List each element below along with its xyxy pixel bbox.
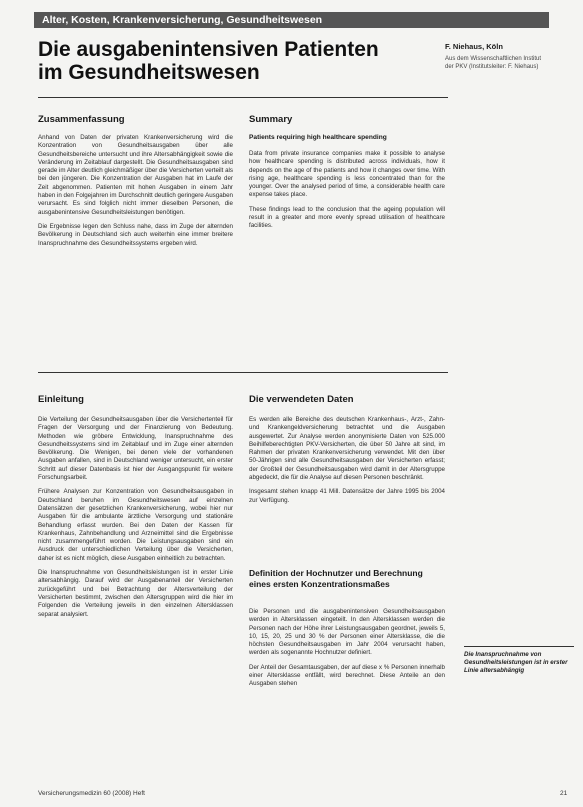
sidenote: Die Inanspruchnahme von Gesundheitsleistungen ist in erster Linie altersabhängig [464,651,568,674]
zusammenfassung-body [38,134,233,254]
footer-journal: Versicherungsmedizin 60 (2008) Heft [38,790,145,797]
daten-heading: Die verwendeten Daten [249,394,354,405]
daten-p1: Es werden alle Bereiche des deutschen Krankenhaus-, Arzt-, Zahn- und Krankengeldversicherung betrachtet und die Ausgaben ausgewertet. Zur Analyse werden anonymisierte Daten von 525.000 Beihilfeberechtigten PKV-Versicherten, die über 50 Jahre alt sind, im Rahmen der privaten Krankenversicherung verwendet. Mit den über 50-Jährigen sind alle Gesundheitsausgaben der Versicherten erfasst; der Großteil der Gesundheitsausgaben wird damit in der Altersgruppe abgedeckt, die für die Analyse auf diesen Personen beschränkt. [249,416,445,482]
author: F. Niehaus, Köln [445,42,503,51]
page-number: 21 [560,790,568,797]
daten-p2: Insgesamt stehen knapp 41 Mill. Datensätze der Jahre 1995 bis 2004 zur Verfügung. [249,488,445,504]
einleitung-heading: Einleitung [38,394,84,405]
definition-heading: Definition der Hochnutzer und Berechnung eines ersten Konzentrationsmaßes [249,568,423,589]
title-line-1: Die ausgabenintensiven Patienten [38,38,379,61]
divider-top [38,97,448,98]
zusammenfassung-p1: Anhand von Daten der privaten Krankenversicherung wird die Konzentration von Gesundheitsausgaben über alle Gesundheitsbereiche untersucht und ihre Altersabhängigkeit sowie die Veränderung im Zeitablauf dargestellt. Die Gesundheitsausgaben sind gerade im Alter deutlich gleichmäßiger über die Versicherten verteilt als bei den jüngeren. Die Konzentration der Ausgaben hat im Laufe der Zeit abgenommen. Patienten mit hohen Ausgaben in einem Jahr haben in den Folgejahren im Durchschnitt deutlich geringere Ausgaben verursacht. Es sind folglich nicht immer dieselben Personen, die ausgabenintensive Gesundheitsleistungen benötigen. [38,134,234,216]
einleitung-p3: Die Inanspruchnahme von Gesundheitsleistungen ist in erster Linie altersabhängig. Darauf wird der Ausgabenanteil der Versicherten zurückgeführt und bei Betrachtung der Altersverteilung der Versicherten bestimmt, zwischen den Altersgruppen wird die hier im Folgenden die Verteilung jeweils in den einzelnen Altersklassen separat analysiert. [38,569,233,618]
header-bar: Alter, Kosten, Krankenversicherung, Gesundheitswesen [34,12,549,28]
page-title [38,38,418,84]
summary-subheading: Patients requiring high healthcare spending [249,134,387,141]
divider-middle [38,372,448,373]
zusammenfassung-heading: Zusammenfassung [38,114,125,125]
definition-p1: Die Personen und die ausgabenintensiven Gesundheitsausgaben werden in Altersklassen eingeteilt. In den Altersklassen werden die Personen nach der Höhe ihrer Leistungsausgaben geordnet, jeweils 5, 10, 15, 20, 25 und 30 % der Personen einer Altersklasse, die die höchsten Gesundheitsausgaben im Jahr 2004 verursacht haben, werden als sogenannte Hochnutzer definiert. [249,608,445,657]
einleitung-p1: Die Verteilung der Gesundheitsausgaben über die Versichertenteil für Fragen der Versorgung und der Finanzierung von Bedeutung. Methoden wie gröbere Entwicklung, Inanspruchnahme des Gesundheitssystems sind im Zeitablauf und im Zuge einer alternden Bevölkerung. Die Wenigen, bei denen viele der vorhandenen Ausgaben anfallen, sind in Deutschland weniger untersucht, ein erster Schritt auf dieser Datenbasis ist hier der Ausgangspunkt für weitere Forschungsarbeit. [38,416,233,482]
zusammenfassung-p2: Die Ergebnisse legen den Schluss nahe, dass im Zuge der alternden Bevölkerung in Deutschland sich auch weiterhin eine immer breitere Inanspruchnahme des Gesundheitssystems ergeben wird. [38,222,233,247]
einleitung-body [38,416,233,625]
affiliation: Aus dem Wissenschaftlichen Institut der PKV (Institutsleiter: F. Niehaus) [445,56,542,70]
summary-p1: Data from private insurance companies make it possible to analyse how healthcare spending is distributed across individuals, how it depends on the age of the patients and how it changes over time. With rising age, healthcare spending is less concentrated than for the younger. Over the analysed period of time, a considerable health care expense takes place. [249,150,445,199]
title-line-2: im Gesundheitswesen [38,61,260,84]
sidenote-rule [464,646,574,647]
summary-p2: These findings lead to the conclusion that the ageing population will result in a greater and more evenly spread utilisation of healthcare facilities. [249,205,445,230]
definition-p2: Der Anteil der Gesamtausgaben, der auf diese x % Personen innerhalb einer Altersklasse entfällt, wird berechnet. Diese Anteile an den Ausgaben stehen [249,663,445,688]
summary-heading: Summary [249,114,293,125]
summary-body [249,150,445,237]
einleitung-p2: Frühere Analysen zur Konzentration von Gesundheitsausgaben in Deutschland beruhen im Gesundheitswesen auf einzelnen Datensätzen der gesetzlichen Krankenversicherung, wobei hier nur Ausgaben für die ambulante ärztliche Versorgung und stationäre Behandlung erfasst wurden. Bei den Daten der Kassen für Krankenhaus, Zahnbehandlung und Arzneimittel sind die Ergebnisse nicht zusammengeführt worden. Die Leistungsausgaben sind ein Ausdruck der unterschiedlichen Verteilung über die Versicherten, daher ist es nicht möglich, diese Ausgaben einheitlich zu betrachten. [38,488,233,562]
daten-body [249,416,445,511]
definition-body [249,608,445,695]
